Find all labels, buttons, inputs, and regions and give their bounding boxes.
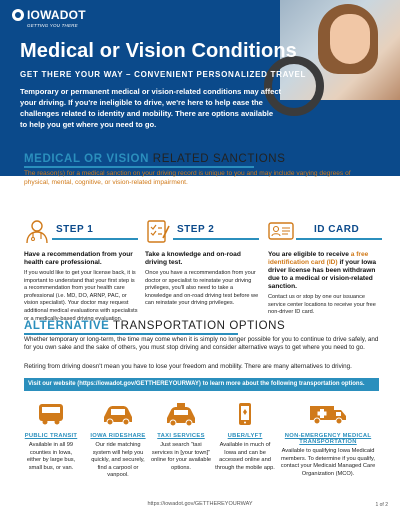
alternative-heading: ALTERNATIVE TRANSPORTATION OPTIONS	[24, 320, 286, 332]
iowa-rideshare-text: Our ride matching system will help you quickly, and securely, find a carpool or vanpool.	[91, 442, 145, 479]
id-card-title: ID CARD	[314, 224, 360, 235]
checklist-icon	[145, 218, 171, 244]
taxi-services-text: Just search “taxi services in [your town]” online for your available options.	[150, 442, 212, 471]
logo-tagline: GETTING YOU THERE	[27, 23, 78, 28]
logo-mark-icon	[12, 9, 24, 21]
option-iowa-rideshare	[88, 402, 148, 480]
alternative-paragraph-2: Retiring from driving doesn't mean you have to lose your freedom and mobility. There are many alternatives to driving.	[24, 363, 352, 370]
sanctions-intro: The reason(s) for a medical sanction on your driving record is unique to you and may include varying degrees of physical, mental, cognitive, or vision-related impairment.	[24, 170, 351, 186]
option-nemt	[278, 402, 378, 478]
page-number: 1 of 2	[375, 502, 388, 508]
page-tagline: GET THERE YOUR WAY – CONVENIENT PERSONALIZED TRAVEL	[20, 70, 307, 79]
medical-van-icon	[308, 402, 348, 426]
step-1-bold: Have a recommendation from your health care professional.	[24, 251, 133, 266]
doctor-icon	[24, 218, 50, 244]
phone-icon	[233, 402, 257, 426]
nemt-label[interactable]: NON-EMERGENCY MEDICAL TRANSPORTATION	[284, 433, 372, 445]
option-taxi-services	[150, 402, 212, 472]
taxi-services-label[interactable]: TAXI SERVICES	[157, 433, 205, 439]
step-2-body: Once you have a recommendation from your doctor or specialist to reinstate your driving privileges, you'll also need to take a knowledge and on-road driving test before we can reinstate your driving privileges.	[145, 270, 259, 307]
step-1-body: If you would like to get your license back, it is important to understand that your first step is a recommendation from your health care professional (i.e. MD, DO, ARNP, PAC, or vision specialist). Your doctor may request additional medical evaluations with specialists or a medically-based driving evaluation.	[24, 270, 138, 322]
step-1-title: STEP 1	[56, 224, 94, 235]
driver-photo	[280, 0, 400, 100]
public-transit-text: Available in all 99 counties in Iowa, either by large bus, small bus, or van.	[26, 442, 76, 471]
step-2-title: STEP 2	[177, 224, 215, 235]
id-card-bold: You are eligible to receive a free identification card (ID) if your Iowa driver license has been withdrawn due to a medical or vision-related sanction.	[268, 251, 377, 290]
car-icon	[101, 402, 135, 426]
option-public-transit	[22, 402, 80, 472]
bus-icon	[36, 402, 66, 426]
uber-lyft-label[interactable]: UBER/LYFT	[227, 433, 263, 439]
uber-lyft-text: Available in much of Iowa and can be accessed online and through the mobile app.	[215, 442, 275, 471]
website-banner-link[interactable]: Visit our website (https://iowadot.gov/GETTHEREYOURWAY) to learn more about the following transportation options.	[24, 378, 379, 391]
sanctions-underline	[24, 166, 254, 168]
public-transit-label[interactable]: PUBLIC TRANSIT	[24, 433, 78, 439]
footer-url[interactable]: https://iowadot.gov/GETTHEREYOURWAY	[147, 501, 253, 507]
alternative-underline	[24, 333, 238, 335]
header-banner	[0, 0, 400, 176]
iowadot-logo	[12, 8, 86, 22]
taxi-icon	[164, 402, 198, 426]
step-2-bold: Take a knowledge and on-road driving test.	[145, 251, 241, 266]
alternative-paragraph-1: Whether temporary or long-term, the time may come when it is simply no longer possible for you to continue to drive safely, and for you own sake and the sake of others, you must stop driving and consider alternative ways to get where you need to go.	[24, 336, 379, 352]
id-card-icon	[268, 218, 294, 244]
header-intro: Temporary or permanent medical or vision-related conditions may affect your driving. If you're ineligible to drive, we're here to help ease the challenges related to identity and mobility. There are options available to help you get where you need to go.	[20, 87, 282, 129]
iowa-rideshare-label[interactable]: IOWA RIDESHARE	[90, 433, 146, 439]
page-title: Medical or Vision Conditions	[20, 40, 297, 62]
option-uber-lyft	[214, 402, 276, 472]
nemt-text: Available to qualifying Iowa Medicaid members. To determine if you qualify, contact your Medicaid Managed Care Organization (MCO).	[280, 448, 376, 477]
logo-name: IOWADOT	[27, 8, 86, 22]
id-card-body: Contact us or stop by one our issuance service center locations to receive your free non-driver ID card.	[268, 294, 376, 316]
sanctions-heading: MEDICAL OR VISION RELATED SANCTIONS	[24, 153, 286, 165]
